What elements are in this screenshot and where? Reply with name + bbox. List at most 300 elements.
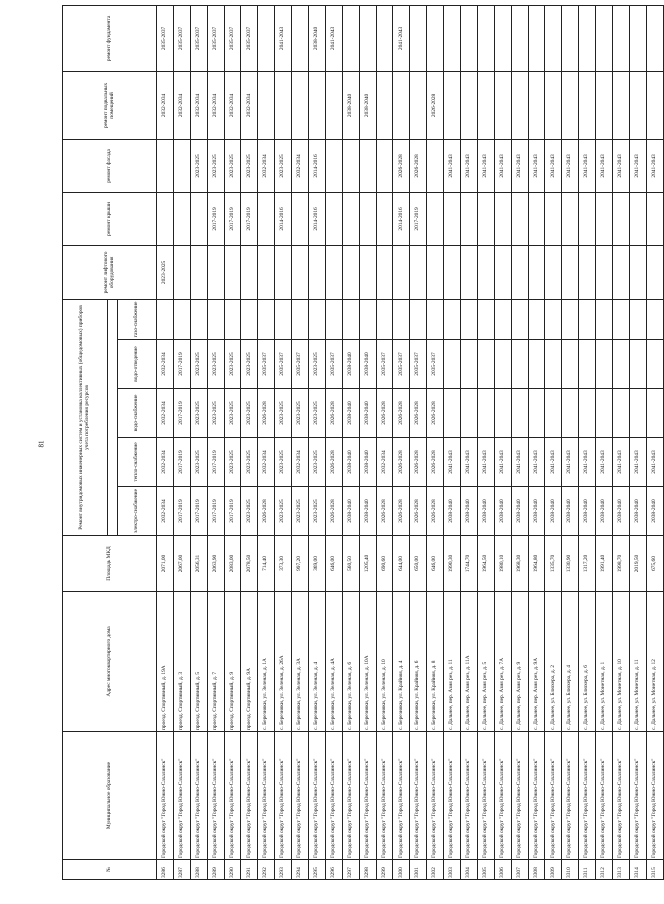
cell-water: 2038-2040 — [342, 389, 359, 438]
cell-basement — [511, 71, 528, 139]
cell-elec: 2023-2025 — [241, 487, 258, 536]
cell-roof: 2017-2019 — [207, 192, 224, 245]
cell-roof: 2014-2016 — [275, 192, 292, 245]
cell-facade: 2041-2043 — [646, 139, 663, 192]
cell-area: 1980,10 — [494, 536, 511, 592]
header-num: № — [63, 860, 157, 880]
cell-water — [596, 389, 613, 438]
cell-area: 1330,90 — [562, 536, 579, 592]
header-address: Адрес многоквартирного дома — [63, 592, 157, 732]
cell-elec: 2038-2040 — [359, 487, 376, 536]
cell-elevator — [579, 245, 596, 299]
cell-addr: проезд. Спортивный, д. 9 — [224, 592, 241, 732]
cell-gas — [427, 299, 444, 339]
cell-roof — [342, 192, 359, 245]
cell-roof — [596, 192, 613, 245]
cell-elevator — [275, 245, 292, 299]
cell-area: 646,00 — [325, 536, 342, 592]
cell-basement — [545, 71, 562, 139]
cell-mun: Городской округ "Город Южно-Сахалинск" — [342, 732, 359, 860]
table-row — [646, 5, 663, 879]
cell-facade: 2032-2034 — [258, 139, 275, 192]
cell-facade: 2041-2043 — [579, 139, 596, 192]
cell-basement: 2032-2034 — [157, 71, 174, 139]
cell-gas — [359, 299, 376, 339]
cell-drain — [528, 340, 545, 389]
cell-basement — [494, 71, 511, 139]
cell-mun: Городской округ "Город Южно-Сахалинск" — [173, 732, 190, 860]
cell-area: 2083,00 — [224, 536, 241, 592]
header-facade: ремонт фасада — [63, 139, 157, 192]
cell-facade: 2032-2034 — [292, 139, 309, 192]
cell-mun: Городской округ "Город Южно-Сахалинск" — [190, 732, 207, 860]
cell-gas — [579, 299, 596, 339]
cell-addr: с. Березняки, ул. Зеленая, д. 1А — [258, 592, 275, 732]
cell-water: 2026-2028 — [325, 389, 342, 438]
cell-area: 1968,30 — [511, 536, 528, 592]
cell-facade: 2041-2043 — [494, 139, 511, 192]
cell-area: 1991,40 — [596, 536, 613, 592]
cell-water — [461, 389, 478, 438]
table-row — [241, 5, 258, 879]
cell-elec: 2038-2040 — [461, 487, 478, 536]
cell-water — [494, 389, 511, 438]
cell-heat: 2032-2034 — [292, 438, 309, 487]
cell-area: 369,00 — [309, 536, 326, 592]
header-internal-systems: Ремонт внутридомовых инженерных систем и установка коллективных (общедомовых) приборов учета потребления ресурсов — [63, 299, 108, 535]
cell-area: 373,30 — [275, 536, 292, 592]
cell-mun: Городской округ "Город Южно-Сахалинск" — [477, 732, 494, 860]
cell-gas — [241, 299, 258, 339]
cell-gas — [528, 299, 545, 339]
cell-foundation — [545, 5, 562, 71]
cell-elevator — [477, 245, 494, 299]
cell-foundation: 2041-2043 — [393, 5, 410, 71]
cell-addr: с. Дальнее, пер. Азия рез, д. 11 — [444, 592, 461, 732]
cell-drain: 2035-2037 — [393, 340, 410, 389]
cell-heat: 2041-2043 — [528, 438, 545, 487]
cell-drain — [629, 340, 646, 389]
cell-area: 675,60 — [646, 536, 663, 592]
cell-area: 2071,00 — [157, 536, 174, 592]
cell-num: 3296 — [325, 860, 342, 880]
cell-gas — [477, 299, 494, 339]
table-row — [342, 5, 359, 879]
cell-foundation — [258, 5, 275, 71]
cell-water — [646, 389, 663, 438]
cell-num: 3292 — [258, 860, 275, 880]
cell-heat: 2041-2043 — [596, 438, 613, 487]
cell-basement — [292, 71, 309, 139]
cell-mun: Городской округ "Город Южно-Сахалинск" — [258, 732, 275, 860]
cell-foundation: 2041-2043 — [325, 5, 342, 71]
cell-mun: Городской округ "Город Южно-Сахалинск" — [461, 732, 478, 860]
cell-gas — [444, 299, 461, 339]
cell-facade: 2023-2025 — [241, 139, 258, 192]
cell-foundation: 2035-2037 — [224, 5, 241, 71]
table-row — [545, 5, 562, 879]
cell-elec: 2038-2040 — [629, 487, 646, 536]
cell-elevator — [258, 245, 275, 299]
cell-drain — [579, 340, 596, 389]
cell-mun: Городской округ "Город Южно-Сахалинск" — [562, 732, 579, 860]
cell-elec: 2038-2040 — [477, 487, 494, 536]
cell-foundation — [444, 5, 461, 71]
cell-foundation — [579, 5, 596, 71]
cell-roof: 2014-2016 — [393, 192, 410, 245]
cell-area: 1998,70 — [613, 536, 630, 592]
table-row — [359, 5, 376, 879]
cell-area: 690,60 — [376, 536, 393, 592]
repair-schedule-table — [62, 5, 664, 880]
cell-elec: 2017-2019 — [224, 487, 241, 536]
cell-roof: 2017-2019 — [224, 192, 241, 245]
cell-mun: Городской округ "Город Южно-Сахалинск" — [427, 732, 444, 860]
cell-heat: 2017-2019 — [173, 438, 190, 487]
cell-facade: 2023-2025 — [190, 139, 207, 192]
cell-mun: Городской округ "Город Южно-Сахалинск" — [207, 732, 224, 860]
cell-basement — [579, 71, 596, 139]
cell-basement — [444, 71, 461, 139]
cell-facade — [376, 139, 393, 192]
cell-mun: Городской округ "Город Южно-Сахалинск" — [629, 732, 646, 860]
table-row — [393, 5, 410, 879]
cell-area: 646,00 — [427, 536, 444, 592]
cell-gas — [376, 299, 393, 339]
cell-elec: 2038-2040 — [562, 487, 579, 536]
cell-roof — [646, 192, 663, 245]
cell-heat: 2023-2025 — [241, 438, 258, 487]
table-row — [325, 5, 342, 879]
cell-basement — [613, 71, 630, 139]
cell-num: 3289 — [207, 860, 224, 880]
header-roof: ремонт крыши — [63, 192, 157, 245]
cell-basement — [646, 71, 663, 139]
cell-basement — [477, 71, 494, 139]
cell-roof — [292, 192, 309, 245]
header-basement: ремонт подвальных помещений — [63, 71, 157, 139]
cell-basement — [258, 71, 275, 139]
cell-elevator — [309, 245, 326, 299]
cell-area: 1964,50 — [477, 536, 494, 592]
cell-elevator — [342, 245, 359, 299]
cell-addr: проезд. Спортивный, д. 3 — [173, 592, 190, 732]
cell-roof — [562, 192, 579, 245]
cell-addr: с. Березняки, ул. Зеленая, д. 26А — [275, 592, 292, 732]
cell-water: 2023-2025 — [309, 389, 326, 438]
cell-elec: 2038-2040 — [646, 487, 663, 536]
cell-num: 3290 — [224, 860, 241, 880]
cell-roof: 2017-2019 — [241, 192, 258, 245]
cell-facade: 2041-2043 — [477, 139, 494, 192]
cell-drain: 2023-2025 — [224, 340, 241, 389]
cell-elevator — [224, 245, 241, 299]
cell-basement — [410, 71, 427, 139]
cell-heat: 2026-2028 — [410, 438, 427, 487]
cell-addr: с. Березняки, ул. Зеленая, д. 10 — [376, 592, 393, 732]
header-elevator: ремонт лифтового оборудования — [63, 245, 157, 299]
cell-basement — [275, 71, 292, 139]
cell-heat: 2041-2043 — [629, 438, 646, 487]
cell-addr: с. Дальнее, пер. Азия рез, д. 9 — [511, 592, 528, 732]
cell-elevator — [325, 245, 342, 299]
cell-basement — [596, 71, 613, 139]
cell-gas — [207, 299, 224, 339]
cell-area: 1317,20 — [579, 536, 596, 592]
cell-elec: 2017-2019 — [207, 487, 224, 536]
cell-addr: с. Дальнее, ул. Монетная, д. 1 — [596, 592, 613, 732]
cell-addr: проезд. Спортивный, д. 7 — [207, 592, 224, 732]
cell-heat: 2041-2043 — [613, 438, 630, 487]
cell-foundation — [427, 5, 444, 71]
cell-num: 3307 — [511, 860, 528, 880]
cell-num: 3314 — [629, 860, 646, 880]
header-gas: газо-снабжение — [118, 299, 157, 339]
cell-gas — [309, 299, 326, 339]
cell-drain — [494, 340, 511, 389]
cell-addr: с. Березняки, ул. Зеленая, д. 4 — [309, 592, 326, 732]
cell-drain: 2032-2034 — [157, 340, 174, 389]
cell-gas — [173, 299, 190, 339]
cell-facade — [427, 139, 444, 192]
cell-foundation — [494, 5, 511, 71]
cell-area: 2067,00 — [173, 536, 190, 592]
cell-heat: 2023-2025 — [309, 438, 326, 487]
header-water: водо-снабжение — [118, 389, 157, 438]
cell-drain: 2035-2037 — [258, 340, 275, 389]
cell-roof — [427, 192, 444, 245]
cell-heat: 2041-2043 — [579, 438, 596, 487]
cell-num: 3305 — [477, 860, 494, 880]
cell-gas — [410, 299, 427, 339]
cell-area: 644,00 — [393, 536, 410, 592]
table-row — [579, 5, 596, 879]
cell-foundation — [376, 5, 393, 71]
cell-facade — [157, 139, 174, 192]
cell-basement: 2032-2034 — [190, 71, 207, 139]
cell-mun: Городской округ "Город Южно-Сахалинск" — [494, 732, 511, 860]
cell-heat: 2017-2019 — [207, 438, 224, 487]
cell-facade: 2041-2043 — [596, 139, 613, 192]
cell-foundation — [511, 5, 528, 71]
cell-drain: 2035-2037 — [275, 340, 292, 389]
cell-elec: 2032-2034 — [157, 487, 174, 536]
cell-facade: 2041-2043 — [528, 139, 545, 192]
cell-water: 2023-2025 — [292, 389, 309, 438]
cell-roof — [545, 192, 562, 245]
cell-mun: Городской округ "Город Южно-Сахалинск" — [376, 732, 393, 860]
cell-mun: Городской округ "Город Южно-Сахалинск" — [444, 732, 461, 860]
cell-basement: 2032-2034 — [207, 71, 224, 139]
cell-water: 2032-2034 — [157, 389, 174, 438]
cell-roof — [477, 192, 494, 245]
cell-addr: с. Дальнее, пер. Азия рез, д. 9А — [528, 592, 545, 732]
cell-mun: Городской округ "Город Южно-Сахалинск" — [275, 732, 292, 860]
cell-drain: 2038-2040 — [359, 340, 376, 389]
cell-num: 3302 — [427, 860, 444, 880]
cell-mun: Городской округ "Город Южно-Сахалинск" — [359, 732, 376, 860]
cell-elec: 2038-2040 — [613, 487, 630, 536]
cell-elevator — [410, 245, 427, 299]
table-row — [224, 5, 241, 879]
cell-basement: 2032-2034 — [224, 71, 241, 139]
table-row — [596, 5, 613, 879]
cell-area: 2078,50 — [241, 536, 258, 592]
cell-num: 3311 — [579, 860, 596, 880]
cell-water: 2026-2028 — [393, 389, 410, 438]
cell-elevator — [207, 245, 224, 299]
cell-mun: Городской округ "Город Южно-Сахалинск" — [613, 732, 630, 860]
table-body — [157, 5, 664, 879]
cell-gas — [393, 299, 410, 339]
table-row — [511, 5, 528, 879]
cell-drain: 2023-2025 — [241, 340, 258, 389]
cell-water: 2026-2028 — [427, 389, 444, 438]
cell-heat: 2038-2040 — [342, 438, 359, 487]
cell-roof — [579, 192, 596, 245]
cell-gas — [224, 299, 241, 339]
cell-gas — [494, 299, 511, 339]
cell-drain — [444, 340, 461, 389]
table-row — [376, 5, 393, 879]
cell-basement: 2032-2034 — [173, 71, 190, 139]
cell-area: 2019,50 — [629, 536, 646, 592]
cell-num: 3299 — [376, 860, 393, 880]
cell-water: 2026-2028 — [410, 389, 427, 438]
cell-foundation: 2035-2037 — [157, 5, 174, 71]
cell-water — [511, 389, 528, 438]
cell-water — [579, 389, 596, 438]
cell-addr: с. Дальнее, ул. Блюхера, д. 6 — [579, 592, 596, 732]
cell-heat: 2032-2034 — [157, 438, 174, 487]
cell-water: 2026-2028 — [258, 389, 275, 438]
cell-foundation: 2035-2037 — [173, 5, 190, 71]
cell-facade: 2041-2043 — [511, 139, 528, 192]
cell-foundation — [596, 5, 613, 71]
cell-elevator — [444, 245, 461, 299]
cell-addr: с. Березняки, ул. Зеленая, д. 10А — [359, 592, 376, 732]
cell-elevator — [292, 245, 309, 299]
cell-mun: Городской округ "Город Южно-Сахалинск" — [309, 732, 326, 860]
cell-area: 2063,90 — [207, 536, 224, 592]
cell-roof — [528, 192, 545, 245]
header-foundation: ремонт фундамента — [63, 5, 157, 71]
cell-roof — [157, 192, 174, 245]
cell-elevator — [173, 245, 190, 299]
cell-basement: 2032-2034 — [241, 71, 258, 139]
cell-gas — [275, 299, 292, 339]
cell-addr: с. Дальнее, ул. Монетная, д. 11 — [629, 592, 646, 732]
cell-elevator — [376, 245, 393, 299]
cell-drain — [596, 340, 613, 389]
cell-addr: с. Дальнее, пер. Азия рез, д. 11А — [461, 592, 478, 732]
table-row — [190, 5, 207, 879]
cell-addr: проезд. Спортивный, д. 5 — [190, 592, 207, 732]
header-municipality: Муниципальное образование — [63, 732, 157, 860]
cell-foundation — [477, 5, 494, 71]
table-header — [63, 5, 157, 879]
cell-mun: Городской округ "Город Южно-Сахалинск" — [241, 732, 258, 860]
cell-basement — [562, 71, 579, 139]
cell-drain: 2038-2040 — [342, 340, 359, 389]
cell-gas — [646, 299, 663, 339]
cell-facade: 2041-2043 — [562, 139, 579, 192]
cell-drain — [511, 340, 528, 389]
table-row — [477, 5, 494, 879]
cell-water: 2038-2040 — [359, 389, 376, 438]
cell-gas — [292, 299, 309, 339]
cell-water: 2023-2025 — [207, 389, 224, 438]
cell-elec: 2026-2028 — [258, 487, 275, 536]
cell-addr: с. Березняки, ул. Крайняя, д. 6 — [410, 592, 427, 732]
cell-mun: Городской округ "Город Южно-Сахалинск" — [393, 732, 410, 860]
cell-basement — [528, 71, 545, 139]
cell-elevator — [629, 245, 646, 299]
cell-basement — [376, 71, 393, 139]
cell-area: 1205,40 — [359, 536, 376, 592]
table-row — [427, 5, 444, 879]
cell-foundation — [629, 5, 646, 71]
cell-facade: 2023-2025 — [207, 139, 224, 192]
cell-heat: 2038-2040 — [359, 438, 376, 487]
cell-heat: 2032-2034 — [376, 438, 393, 487]
table-row — [173, 5, 190, 879]
cell-water — [613, 389, 630, 438]
cell-elec: 2038-2040 — [342, 487, 359, 536]
cell-mun: Городской округ "Город Южно-Сахалинск" — [511, 732, 528, 860]
cell-drain: 2017-2019 — [173, 340, 190, 389]
cell-basement: 2026-2028 — [427, 71, 444, 139]
table-row — [494, 5, 511, 879]
cell-area: 1964,80 — [528, 536, 545, 592]
cell-mun: Городской округ "Город Южно-Сахалинск" — [325, 732, 342, 860]
cell-basement — [461, 71, 478, 139]
cell-addr: проезд. Спортивный, д. 9А — [241, 592, 258, 732]
cell-num: 3291 — [241, 860, 258, 880]
cell-heat: 2023-2025 — [224, 438, 241, 487]
cell-roof — [629, 192, 646, 245]
cell-drain — [477, 340, 494, 389]
cell-addr: с. Дальнее, ул. Монетная, д. 10 — [613, 592, 630, 732]
table-row — [292, 5, 309, 879]
cell-drain — [646, 340, 663, 389]
cell-water — [629, 389, 646, 438]
cell-elevator — [427, 245, 444, 299]
cell-elec: 2038-2040 — [545, 487, 562, 536]
cell-elec: 2038-2040 — [596, 487, 613, 536]
cell-elec: 2038-2040 — [444, 487, 461, 536]
cell-elec: 2038-2040 — [579, 487, 596, 536]
cell-elevator — [461, 245, 478, 299]
cell-num: 3297 — [342, 860, 359, 880]
header-drain: водо-отведение — [118, 340, 157, 389]
cell-elec: 2038-2040 — [511, 487, 528, 536]
cell-gas — [157, 299, 174, 339]
cell-drain — [562, 340, 579, 389]
cell-gas — [545, 299, 562, 339]
cell-facade: 2026-2028 — [410, 139, 427, 192]
cell-area: 714,40 — [258, 536, 275, 592]
cell-water: 2026-2028 — [376, 389, 393, 438]
cell-elevator — [562, 245, 579, 299]
cell-water — [545, 389, 562, 438]
cell-mun: Городской округ "Город Южно-Сахалинск" — [596, 732, 613, 860]
cell-facade: 2041-2043 — [444, 139, 461, 192]
cell-area: 1744,70 — [461, 536, 478, 592]
cell-facade: 2023-2025 — [275, 139, 292, 192]
cell-elevator — [545, 245, 562, 299]
cell-foundation: 2035-2037 — [241, 5, 258, 71]
